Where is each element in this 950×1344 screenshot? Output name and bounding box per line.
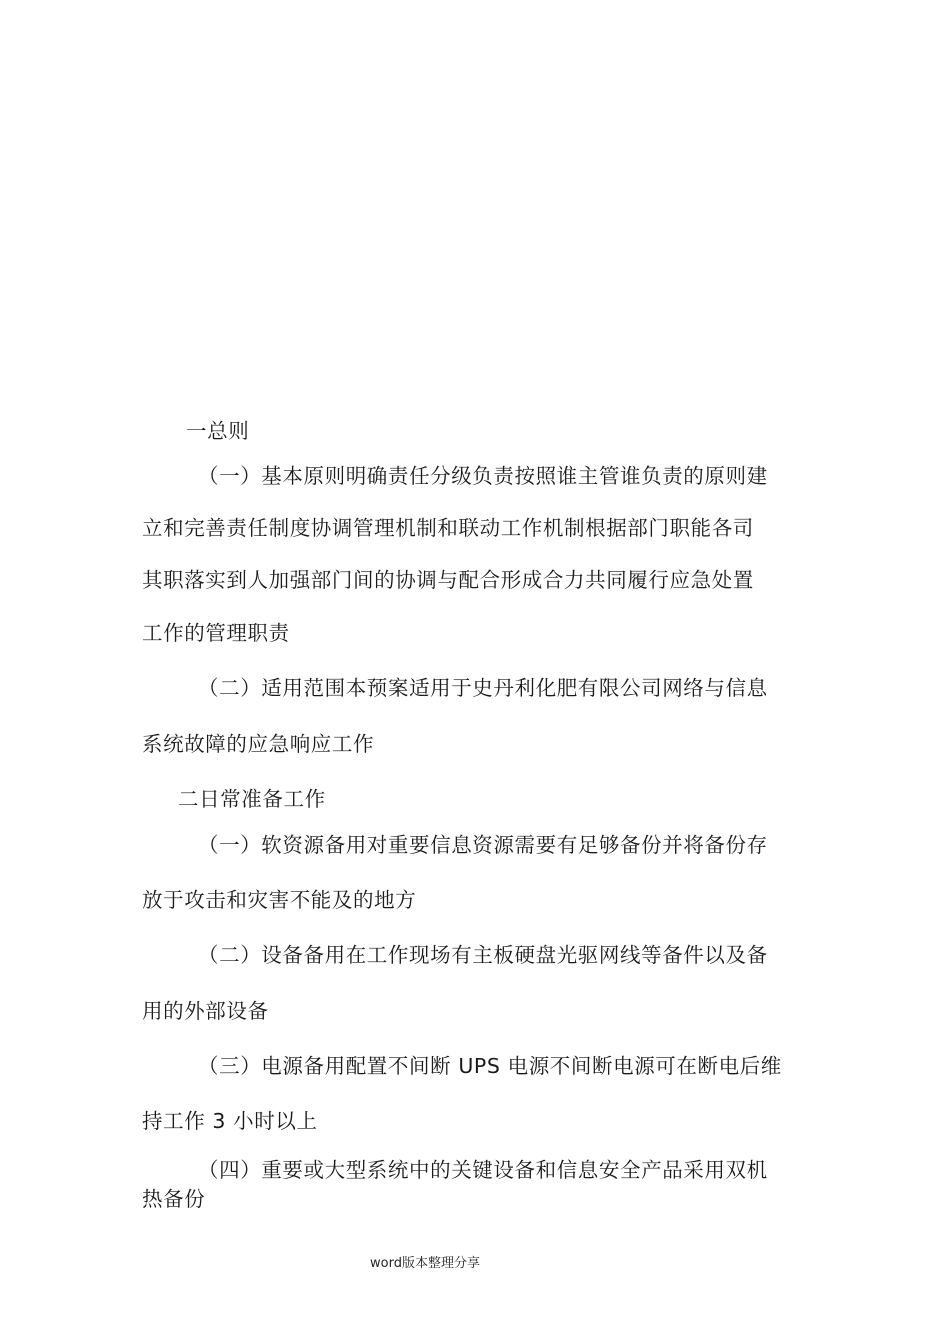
section-heading-daily-preparation: 二日常准备工作 (178, 787, 326, 811)
paragraph-line: 用的外部设备 (142, 999, 269, 1023)
paragraph-line: 工作的管理职责 (142, 621, 290, 645)
paragraph-line: （三）电源备用配置不间断 UPS 电源不间断电源可在断电后维 (198, 1054, 782, 1078)
paragraph-line: 热备份 (142, 1187, 206, 1211)
paragraph-line: （四）重要或大型系统中的关键设备和信息安全产品采用双机 (198, 1158, 768, 1182)
paragraph-line: （二）设备备用在工作现场有主板硬盘光驱网线等备件以及备 (198, 943, 768, 967)
paragraph-line: （一）基本原则明确责任分级负责按照谁主管谁负责的原则建 (198, 464, 768, 488)
paragraph-line: 立和完善责任制度协调管理机制和联动工作机制根据部门职能各司 (142, 516, 754, 540)
paragraph-line: （一）软资源备用对重要信息资源需要有足够备份并将备份存 (198, 833, 768, 857)
section-heading-general: 一总则 (186, 419, 250, 443)
paragraph-line: （二）适用范围本预案适用于史丹利化肥有限公司网络与信息 (198, 676, 768, 700)
paragraph-line: 放于攻击和灾害不能及的地方 (142, 888, 417, 912)
paragraph-line: 其职落实到人加强部门间的协调与配合形成合力共同履行应急处置 (142, 568, 754, 592)
page-footer: word版本整理分享 (370, 1256, 480, 1271)
paragraph-line: 系统故障的应急响应工作 (142, 732, 375, 756)
paragraph-line: 持工作 3 小时以上 (142, 1109, 318, 1133)
